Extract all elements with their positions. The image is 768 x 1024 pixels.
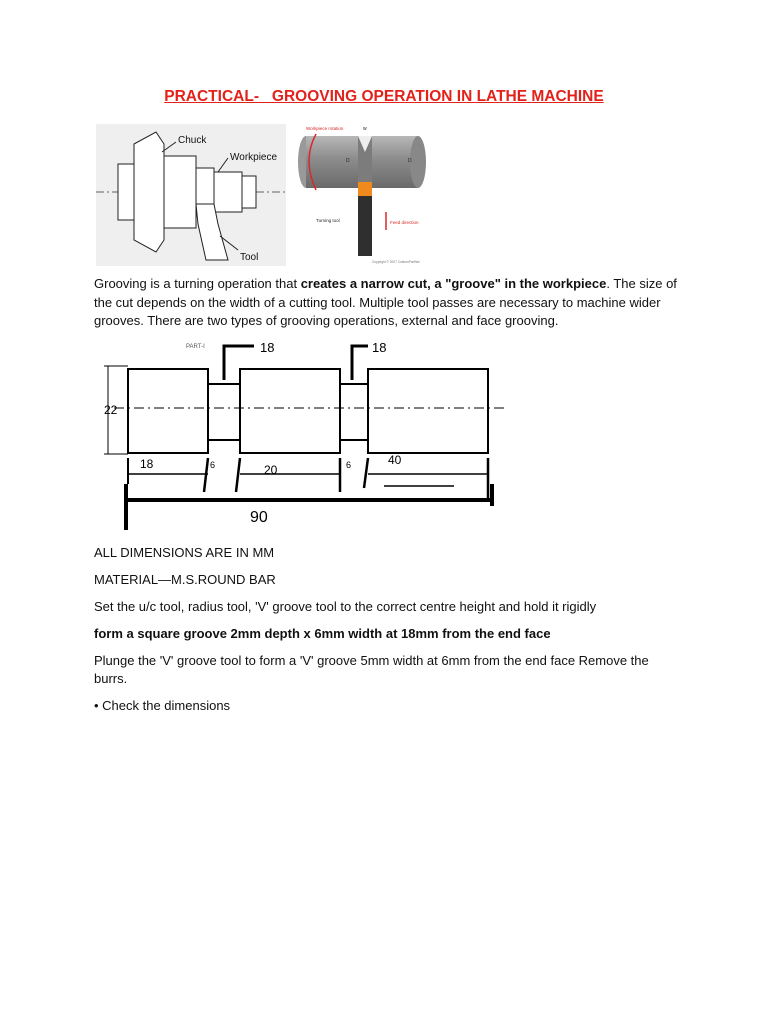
plunge-line: Plunge the 'V' groove tool to form a 'V' groove 5mm width at 6mm from the end face Remove the burrs. <box>94 653 649 686</box>
tool-label: Tool <box>240 252 259 263</box>
dim-90: 90 <box>250 509 268 526</box>
d2-label: D <box>408 158 412 164</box>
turning-tool-label: Turning tool <box>316 218 340 223</box>
groove2-label: 18 <box>372 340 387 355</box>
d1-label: D <box>346 158 350 164</box>
dim-6b: 6 <box>346 460 352 470</box>
dims-line: ALL DIMENSIONS ARE IN MM <box>94 545 275 560</box>
groove1-label: 18 <box>260 340 275 355</box>
grooving-cylinder-figure <box>296 120 428 266</box>
diameter-label: 22 <box>104 403 118 417</box>
dim-18: 18 <box>140 457 154 471</box>
dim-6a: 6 <box>210 460 216 470</box>
check-line: • Check the dimensions <box>94 698 231 713</box>
material-line: MATERIAL—M.S.ROUND BAR <box>94 572 276 587</box>
dim-40: 40 <box>388 453 402 467</box>
intro-paragraph <box>94 275 684 331</box>
intro-bold: creates a narrow cut, a "groove" in the workpiece <box>300 276 607 291</box>
chuck-label: Chuck <box>178 135 207 146</box>
dim-20: 20 <box>264 463 278 477</box>
w-label: w <box>363 126 367 132</box>
part-dimension-drawing <box>94 334 514 534</box>
page-title: PRACTICAL- GROOVING OPERATION IN LATHE MACHINE <box>164 88 604 105</box>
square-groove-line: form a square groove 2mm depth x 6mm width at 18mm from the end face <box>94 626 551 641</box>
intro-text-1: Grooving is a turning operation that <box>94 276 301 291</box>
intro-text-2: . The size of the cut depends on the width of a cutting tool. Multiple tool passes are necessary to machine wider grooves. There are two types of grooving operations, external and face grooving. <box>94 276 677 328</box>
workpiece-rotation-label: Workpiece rotation <box>306 126 344 131</box>
feed-direction-label: Feed direction <box>390 220 419 225</box>
copyright-label: Copyright © 2007 CustomPartNet <box>372 260 420 264</box>
setup-line: Set the u/c tool, radius tool, 'V' groove tool to the correct centre height and hold it rigidly <box>94 599 597 614</box>
workpiece-label: Workpiece <box>230 152 278 163</box>
part-label: PART-I <box>186 344 205 350</box>
lathe-chuck-figure <box>96 124 286 266</box>
